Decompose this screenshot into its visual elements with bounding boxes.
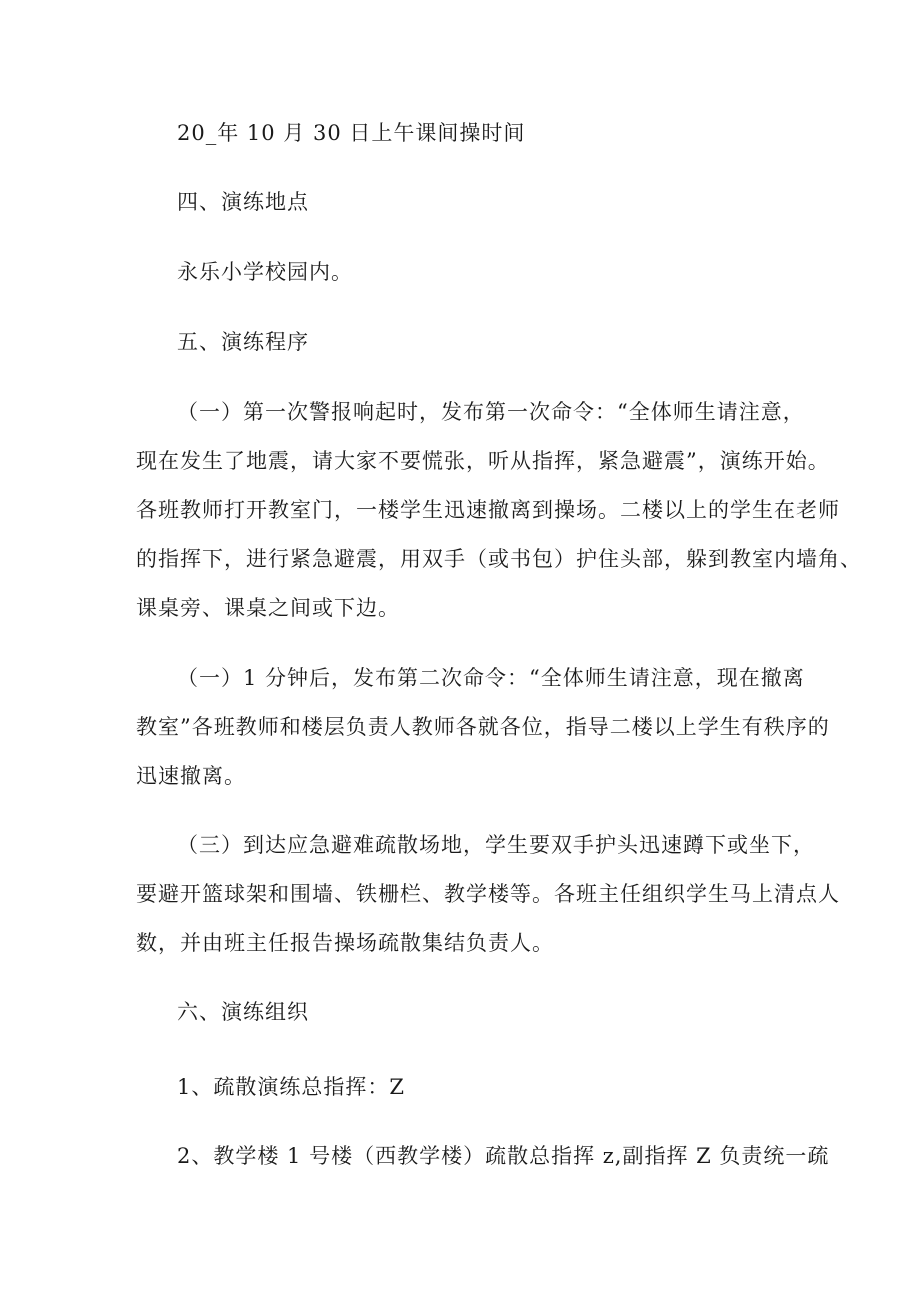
procedure-step-3-line-3: 数，并由班主任报告操场疏散集结负责人。 [136,931,554,955]
procedure-step-2-line-3: 迅速撤离。 [136,764,246,788]
procedure-step-3-line-2: 要避开篮球架和围墙、铁栅栏、教学楼等。各班主任组织学生马上清点人 [136,882,840,906]
section-heading-location: 四、演练地点 [177,190,309,214]
organization-item-1: 1、疏散演练总指挥：Z [177,1075,405,1099]
procedure-step-1-line-1: （一）第一次警报响起时，发布第一次命令：“全体师生请注意， [177,400,805,424]
organization-item-2: 2、教学楼 1 号楼（西教学楼）疏散总指挥 z,副指挥 Z 负责统一疏 [177,1144,830,1168]
procedure-step-1-line-3: 各班教师打开教室门，一楼学生迅速撤离到操场。二楼以上的学生在老师 [136,498,840,522]
procedure-step-1-line-5: 课桌旁、课桌之间或下边。 [136,596,400,620]
procedure-step-2-line-2: 教室”各班教师和楼层负责人教师各就各位，指导二楼以上学生有秩序的 [136,715,830,739]
procedure-step-1-line-4: 的指挥下，进行紧急避震，用双手（或书包）护住头部，躲到教室内墙角、 [136,547,862,571]
procedure-step-3-line-1: （三）到达应急避难疏散场地，学生要双手护头迅速蹲下或坐下， [177,833,815,857]
drill-time-text: 20_年 10 月 30 日上午课间操时间 [177,121,526,145]
drill-location-text: 永乐小学校园内。 [177,260,353,284]
section-heading-procedure: 五、演练程序 [177,330,309,354]
procedure-step-2-line-1: （一）1 分钟后，发布第二次命令：“全体师生请注意，现在撤离 [177,666,805,690]
section-heading-organization: 六、演练组织 [177,1000,309,1024]
procedure-step-1-line-2: 现在发生了地震，请大家不要慌张，听从指挥，紧急避震”，演练开始。 [136,449,830,473]
